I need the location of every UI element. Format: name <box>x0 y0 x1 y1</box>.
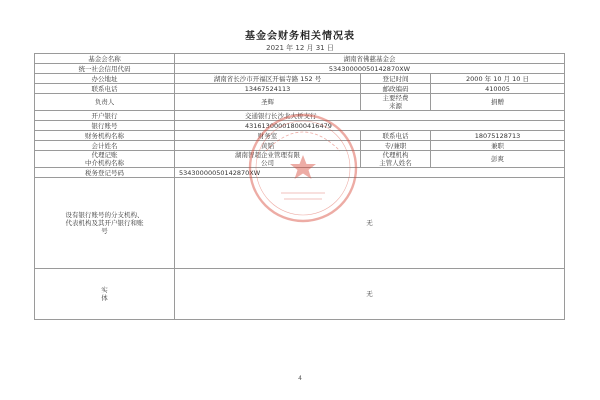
entity-label-line: 体 <box>101 294 108 302</box>
page-title: 基金会财务相关情况表 <box>245 31 355 42</box>
branches-value: 无 <box>175 178 565 269</box>
accountant-label: 会计姓名 <box>35 141 175 151</box>
finance-org-label: 财务机构名称 <box>35 131 175 141</box>
bank-value: 交通银行长沙北大桥支行 <box>175 111 565 121</box>
table-row <box>35 168 565 178</box>
finance-org-value: 财务室 <box>175 131 361 141</box>
branches-label-line: 代表机构及其开户银行和账 <box>65 219 144 227</box>
registration-time-value: 2000 年 10 月 10 日 <box>431 74 565 84</box>
finance-phone-label: 联系电话 <box>361 131 431 141</box>
table-row <box>35 64 565 74</box>
foundation-name-label: 基金会名称 <box>35 54 175 64</box>
funding-source-value: 捐赠 <box>431 94 565 111</box>
table-row <box>35 178 565 269</box>
employment-type-value: 兼职 <box>431 141 565 151</box>
agent-org-value-line: 湖南智超企业管理有限 <box>235 151 300 159</box>
agent-org-label-line: 中介机构名称 <box>85 159 124 167</box>
postcode-value: 410005 <box>431 84 565 94</box>
table-row <box>35 94 565 111</box>
accountant-value: 黄韬 <box>175 141 361 151</box>
credit-code-label: 统一社会信用代码 <box>35 64 175 74</box>
phone-value: 13467524113 <box>175 84 361 94</box>
employment-type-label: 专/兼职 <box>361 141 431 151</box>
agent-org-label <box>35 151 175 168</box>
agency-manager-value: 彭爽 <box>431 151 565 168</box>
finance-phone-value: 18075128713 <box>431 131 565 141</box>
tax-number-label: 税务登记号码 <box>35 168 175 178</box>
postcode-label: 邮政编码 <box>361 84 431 94</box>
leader-label: 负责人 <box>35 94 175 111</box>
leader-value: 圣辉 <box>175 94 361 111</box>
table-row <box>35 151 565 168</box>
agency-manager-label <box>361 151 431 168</box>
report-date: 2021 年 12 月 31 日 <box>266 44 334 52</box>
entity-value: 无 <box>175 269 565 320</box>
branches-label-line: 号 <box>101 227 108 235</box>
agency-manager-label-line: 代理机构 <box>382 151 409 159</box>
table-row <box>35 131 565 141</box>
account-label: 银行账号 <box>35 121 175 131</box>
address-label: 办公地址 <box>35 74 175 84</box>
table-row <box>35 74 565 84</box>
table-row <box>35 54 565 64</box>
table-row <box>35 84 565 94</box>
registration-time-label: 登记时间 <box>361 74 431 84</box>
account-value: 431613000018000416479 <box>175 121 565 131</box>
foundation-name-value: 湖南省佛慈基金会 <box>175 54 565 64</box>
table-row <box>35 269 565 320</box>
agency-manager-label-line: 主管人姓名 <box>379 159 412 167</box>
table-row <box>35 121 565 131</box>
address-value: 湖南省长沙市开福区开福寺路 152 号 <box>175 74 361 84</box>
branches-label-line: 设有银行账号的分支机构、 <box>65 211 144 219</box>
table-row <box>35 111 565 121</box>
tax-number-value: 53430000050142870XW <box>175 168 565 178</box>
page-number: 4 <box>298 375 302 382</box>
finance-info-table <box>34 53 565 320</box>
funding-source-label <box>361 94 431 111</box>
funding-source-label-line: 来源 <box>389 102 402 110</box>
funding-source-label-line: 主要经费 <box>382 94 409 102</box>
bank-label: 开户银行 <box>35 111 175 121</box>
branches-label <box>35 178 175 269</box>
phone-label: 联系电话 <box>35 84 175 94</box>
entity-label-line: 实 <box>101 286 108 294</box>
agent-org-value <box>175 151 361 168</box>
table-row <box>35 141 565 151</box>
agent-org-label-line: 代理记账 <box>91 151 118 159</box>
agent-org-value-line: 公司 <box>261 159 274 167</box>
credit-code-value: 53430000050142870XW <box>175 64 565 74</box>
entity-label <box>35 269 175 320</box>
